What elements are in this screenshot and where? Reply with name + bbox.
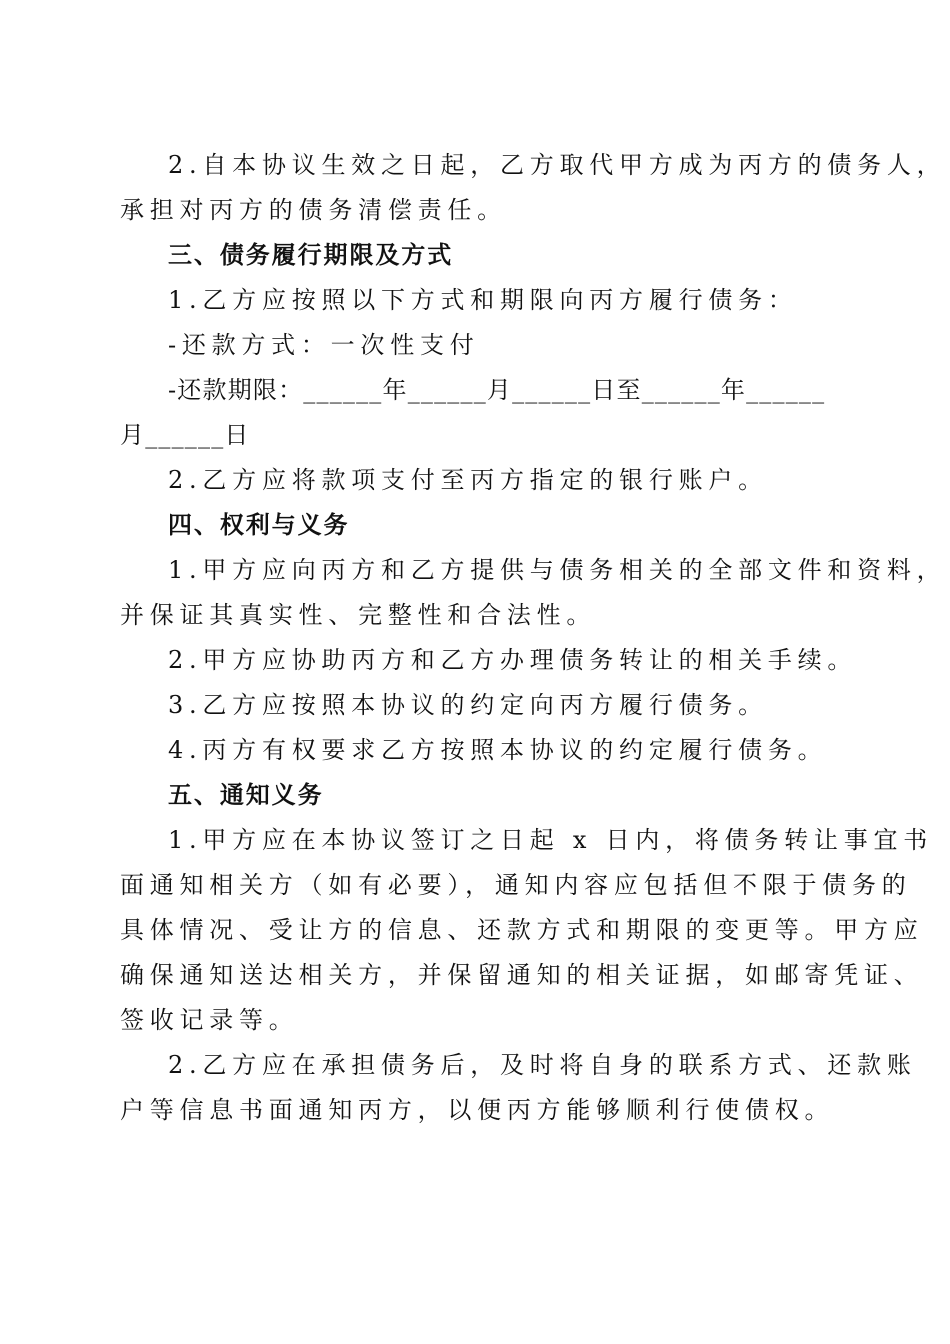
paragraph-line: 2.乙方应在承担债务后，及时将自身的联系方式、还款账	[168, 1051, 917, 1079]
paragraph-line: 2.自本协议生效之日起，乙方取代甲方成为丙方的债务人，	[168, 151, 947, 179]
paragraph-line: 2.甲方应协助丙方和乙方办理债务转让的相关手续。	[168, 646, 858, 674]
paragraph-line: 3.乙方应按照本协议的约定向丙方履行债务。	[168, 691, 768, 719]
section-heading: 四、权利与义务	[168, 511, 350, 539]
paragraph-line: -还款期限：______年______月______日至______年______	[168, 376, 826, 404]
paragraph-line: 2.乙方应将款项支付至丙方指定的银行账户。	[168, 466, 768, 494]
section-heading: 三、债务履行期限及方式	[168, 241, 454, 269]
section-heading: 五、通知义务	[168, 781, 324, 809]
paragraph-line: 承担对丙方的债务清偿责任。	[120, 196, 507, 224]
paragraph-line: 1.乙方应按照以下方式和期限向丙方履行债务：	[168, 286, 798, 314]
paragraph-line: 确保通知送达相关方，并保留通知的相关证据，如邮寄凭证、	[120, 961, 924, 989]
paragraph-line: 1.甲方应在本协议签订之日起 x 日内，将债务转让事宜书	[168, 826, 933, 854]
paragraph-line: 户等信息书面通知丙方，以便丙方能够顺利行使债权。	[120, 1096, 835, 1124]
paragraph-line: 签收记录等。	[120, 1006, 299, 1034]
paragraph-line: 并保证其真实性、完整性和合法性。	[120, 601, 597, 629]
paragraph-line: 面通知相关方（如有必要），通知内容应包括但不限于债务的	[120, 871, 912, 899]
paragraph-line: 月______日	[120, 421, 250, 449]
paragraph-line: -还款方式：一次性支付	[168, 331, 480, 359]
paragraph-line: 具体情况、受让方的信息、还款方式和期限的变更等。甲方应	[120, 916, 924, 944]
paragraph-line: 1.甲方应向丙方和乙方提供与债务相关的全部文件和资料，	[168, 556, 947, 584]
paragraph-line: 4.丙方有权要求乙方按照本协议的约定履行债务。	[168, 736, 828, 764]
